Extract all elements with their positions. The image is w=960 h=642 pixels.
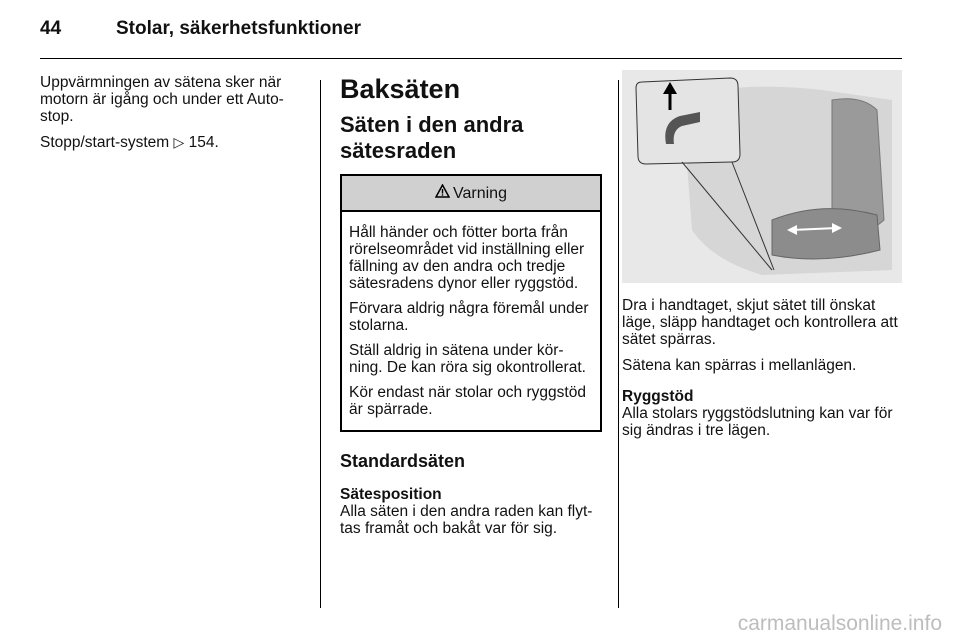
page-number: 44 — [40, 18, 62, 39]
column-1 — [40, 74, 302, 160]
backrest-title: Ryggstöd — [622, 388, 694, 405]
warning-header — [342, 176, 600, 212]
intermediate-positions-text: Sätena kan spärras i mellanlägen. — [622, 357, 857, 374]
arrow-reference-icon: ▷ — [173, 134, 185, 150]
warning-triangle-icon — [435, 184, 450, 202]
backrest-text: Alla stolars ryggstödslutning kan var för sig ändras i tre lägen. — [622, 405, 893, 439]
subsection-heading: Säten i den andra sätesraden — [340, 112, 524, 163]
column-2 — [340, 74, 602, 546]
warning-text-2: Förvara aldrig några föremål under stolarna. — [349, 300, 589, 334]
seat-position-title: Sätesposition — [340, 486, 442, 503]
reference-page: 154. — [188, 134, 219, 151]
warning-title: Varning — [453, 184, 507, 202]
warning-text-4: Kör endast när stolar och ryggstöd är spärrade. — [349, 384, 586, 418]
running-title: Stolar, säkerhetsfunktioner — [116, 18, 361, 39]
warning-text-1: Håll händer och fötter borta från rörelseområdet vid inställning eller fällning av den andra och tredje sätesradens dynor eller ryggstöd. — [349, 224, 585, 292]
warning-body — [342, 212, 600, 430]
warning-box — [340, 174, 602, 432]
seat-illustration — [622, 70, 902, 283]
standard-seats-heading: Standardsäten — [340, 451, 466, 471]
warning-text-3: Ställ aldrig in sätena under kör-ning. De kan röra sig okontrollerat. — [349, 342, 586, 376]
header-divider — [40, 58, 902, 59]
page-header — [40, 18, 900, 60]
column-3 — [622, 74, 904, 448]
heating-paragraph: Uppvärmningen av sätena sker när motorn är igång och under ett Auto-stop. — [40, 74, 284, 125]
reference-text: Stopp/start-system — [40, 134, 170, 151]
seat-position-text: Alla säten i den andra raden kan flyt-tas framåt och bakåt var för sig. — [340, 503, 593, 537]
watermark: carmanualsonline.info — [737, 612, 942, 635]
column-divider-2 — [618, 80, 619, 608]
instruction-paragraph: Dra i handtaget, skjut sätet till önskat läge, släpp handtaget och kontrollera att sätet spärras. — [622, 297, 898, 348]
stop-start-reference — [40, 134, 302, 151]
section-heading: Baksäten — [340, 74, 461, 104]
column-divider-1 — [320, 80, 321, 608]
